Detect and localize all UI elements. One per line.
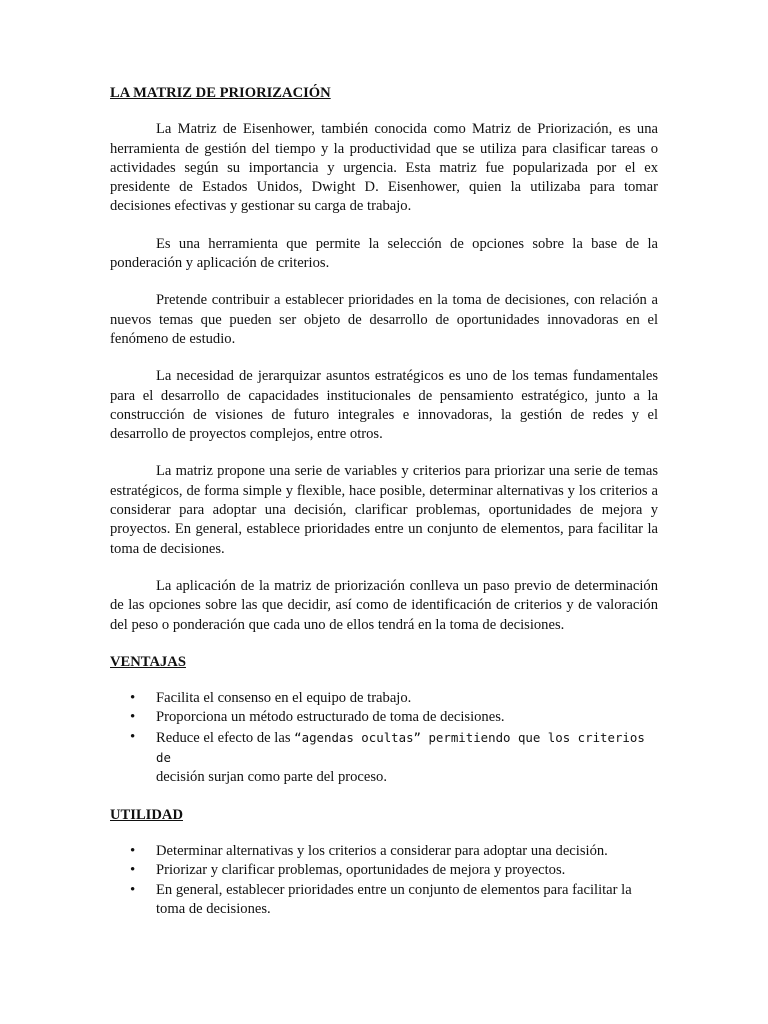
- paragraph-5: La matriz propone una serie de variables y criterios para priorizar una serie de temas estratégicos, de forma simple y flexible, hace posible, determinar alternativas y los criterios a considerar para adoptar una decisión, clarificar problemas, oportunidades de mejora y proyectos. En general, establece prioridades entre un conjunto de elementos, para facilitar la toma de decisiones.: [110, 463, 658, 557]
- list-item: [110, 728, 658, 788]
- paragraph-3: Pretende contribuir a establecer prioridades en la toma de decisiones, con relación a nuevos temas que pueden ser objeto de desarrollo de oportunidades innovadoras en el fenómeno de estudio.: [110, 292, 658, 347]
- list-item: • En general, establecer prioridades entre un conjunto de elementos para facilitar la toma de decisiones.: [110, 881, 658, 920]
- document-page: [110, 84, 658, 919]
- paragraph-1: La Matriz de Eisenhower, también conocida como Matriz de Priorización, es una herramienta de gestión del tiempo y la productividad que se utiliza para clasificar tareas o actividades según su importancia y urgencia. Esta matriz fue popularizada por el ex presidente de Estados Unidos, Dwight D. Eisenhower, quien la utilizaba para tomar decisiones efectivas y gestionar su carga de trabajo.: [110, 121, 658, 215]
- utilidad-list: [110, 842, 658, 919]
- list-item: • Proporciona un método estructurado de toma de decisiones.: [110, 708, 658, 727]
- list-item-text: decisión surjan como parte del proceso.: [156, 769, 387, 786]
- list-item-text: Reduce el efecto de las: [156, 729, 295, 746]
- list-item: • Facilita el consenso en el equipo de trabajo.: [110, 689, 658, 708]
- list-item: • Determinar alternativas y los criterios a considerar para adoptar una decisión.: [110, 842, 658, 861]
- paragraph-2: Es una herramienta que permite la selección de opciones sobre la base de la ponderación y aplicación de criterios.: [110, 235, 658, 272]
- paragraph-4: La necesidad de jerarquizar asuntos estratégicos es uno de los temas fundamentales para el desarrollo de capacidades institucionales de pensamiento estratégico, junto a la construcción de visiones de futuro integrales e innovadoras, la gestión de redes y el desarrollo de proyectos complejos, entre otros.: [110, 368, 658, 443]
- ventajas-heading: VENTAJAS: [110, 653, 186, 670]
- ventajas-list: [110, 689, 658, 787]
- paragraph-6: La aplicación de la matriz de priorización conlleva un paso previo de determinación de las opciones sobre las que decidir, así como de identificación de criterios y de valoración del peso o ponderación que cada uno de ellos tendrá en la toma de decisiones.: [110, 577, 658, 633]
- list-item-text-mono: “agendas ocultas” permitiendo que los criterios de: [156, 729, 645, 766]
- utilidad-heading: UTILIDAD: [110, 806, 183, 823]
- list-item: • Priorizar y clarificar problemas, oportunidades de mejora y proyectos.: [110, 861, 658, 880]
- document-title: LA MATRIZ DE PRIORIZACIÓN: [110, 85, 331, 101]
